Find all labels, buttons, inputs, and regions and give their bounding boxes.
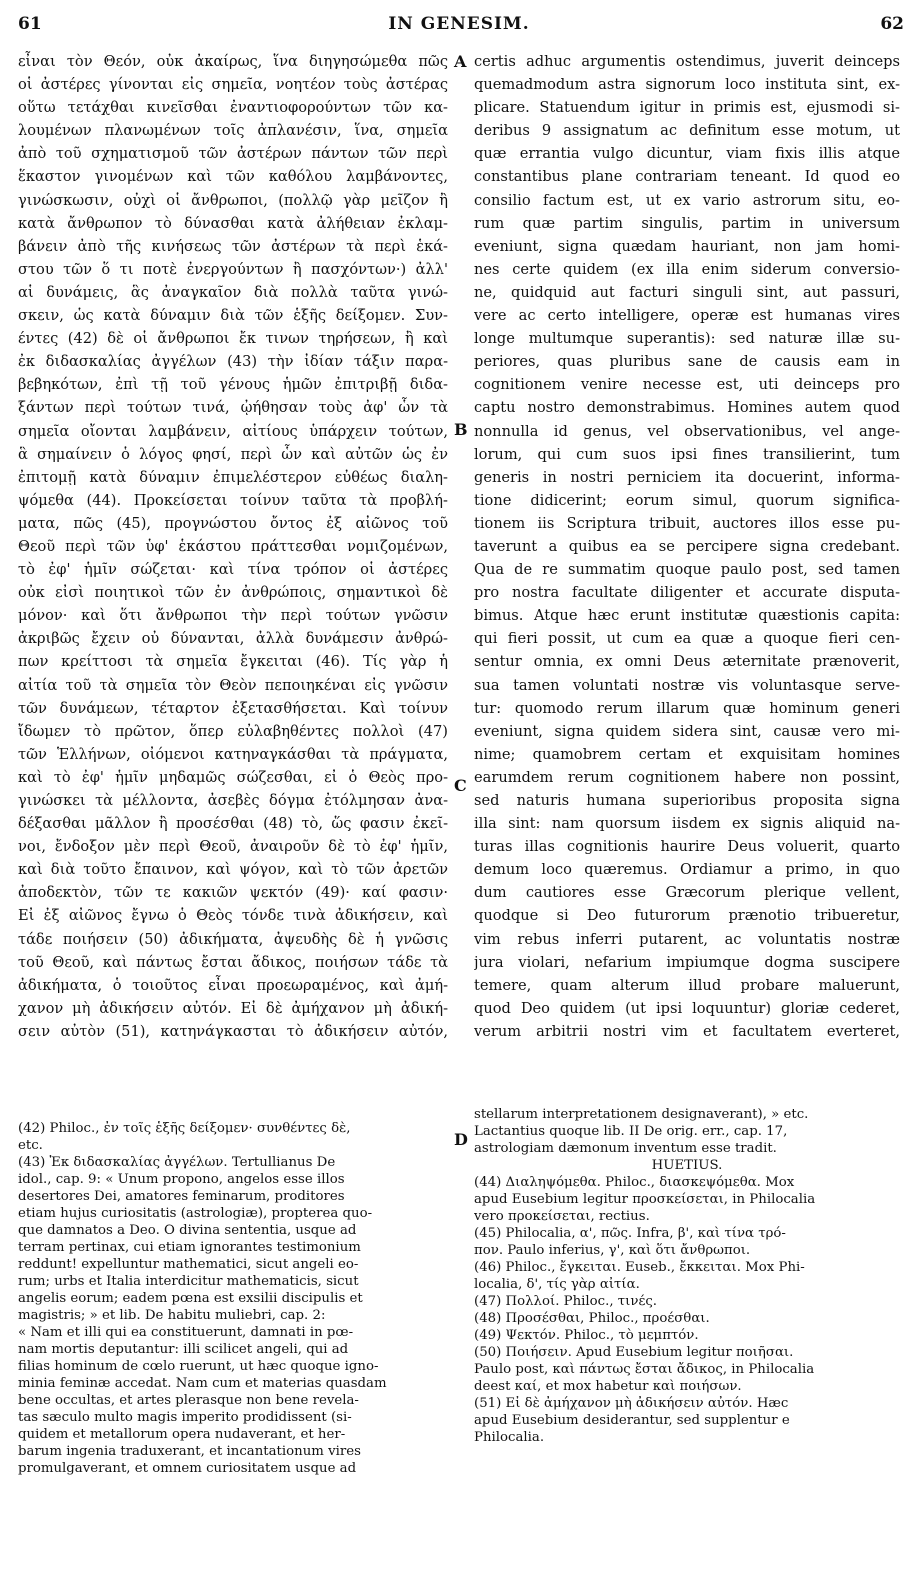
text-line: καὶ τὸ ἐφ' ἡμῖν μηδαμῶς σώζεσθαι, εἰ ὁ Θεὸς προ- (18, 768, 448, 786)
text-line: rum; urbs et Italia interdicitur mathematicis, sicut (18, 1274, 359, 1289)
text-line: Lactantius quoque lib. II De orig. err., cap. 17, (474, 1124, 788, 1139)
text-line: certis adhuc argumentis ostendimus, juverit deinceps (474, 53, 900, 70)
text-line: promulgaverant, et omnem curiositatem usque ad (18, 1461, 357, 1476)
text-line: καὶ διὰ τοῦτο ἔπαινον, καὶ ψόγον, καὶ τὸ τῶν ἀρετῶν (18, 861, 448, 879)
text-line: (49) Ψεκτόν. Philoc., τὸ μεμπτόν. (474, 1328, 699, 1343)
text-line: σημεῖα οἴονται λαμβάνειν, αἰτίους ὑπάρχειν τούτων, (18, 422, 448, 440)
text-line: ἀδικήματα, ὁ τοιοῦτος εἶναι προεωραμένος, καὶ ἀμή- (18, 976, 448, 994)
text-line: angelis eorum; eadem pœna est exsilii discipulis et (18, 1291, 363, 1306)
text-line: constantibus plane contrariam teneant. Id quod eo (474, 168, 900, 186)
text-line: vere ac certo intelligere, operæ est humanas vires (474, 307, 900, 325)
text-line: stellarum interpretationem designaverant), » etc. (474, 1107, 809, 1122)
text-line: etc. (18, 1138, 43, 1153)
text-line: que damnatos a Deo. O divina sententia, usque ad (18, 1223, 357, 1238)
text-line: (50) Ποιήσειν. Apud Eusebium legitur ποιῆσαι. (474, 1345, 794, 1360)
text-line: οἱ ἀστέρες γίνονται εἰς σημεῖα, νοητέον τοὺς ἀστέρας (18, 76, 448, 94)
text-line: vero προκείσεται, rectius. (474, 1209, 650, 1224)
text-line: τῶν δυνάμεων, τέταρτον ἐξετασθήσεται. Καὶ τοίνυν (18, 699, 448, 717)
margin-letter-d: D (454, 1130, 468, 1149)
text-line: σειν αὐτὸν (51), κατηνάγκασται τὸ ἀδικήσειν αὐτόν, (18, 1022, 448, 1040)
text-line: οὕτω τετάχθαι κινεῖσθαι ἐναντιοφορούντων τῶν κα- (18, 99, 448, 117)
text-line: ἀκριβῶς ἔχειν οὐ δύνανται, ἀλλὰ δυνάμεσιν ἀνθρώ- (18, 630, 448, 648)
text-line: (51) Εἰ δὲ ἀμήχανον μὴ ἀδικήσειν αὐτόν. Hæc (474, 1396, 789, 1411)
text-line: deest καί, et mox habetur καὶ ποιήσων. (474, 1379, 742, 1394)
text-line: οὐκ εἰσὶ ποιητικοὶ τῶν ἐν ἀνθρώποις, σημαντικοὶ δὲ (18, 584, 448, 602)
margin-letter-c: C (454, 776, 467, 795)
text-line: plicare. Statuendum igitur in primis est, ejusmodi si- (474, 99, 900, 117)
text-line: pro nostra facultate diligenter et accurate disputa- (474, 584, 900, 602)
text-line: reddunt! expelluntur mathematici, sicut angeli eo- (18, 1257, 359, 1272)
text-line: astrologiam dæmonum inventum esse tradit. (474, 1141, 777, 1156)
text-line: jura violari, nefarium impiumque dogma suscipere (474, 953, 900, 971)
text-line: generis in nostri perniciem ita docuerint, informa- (474, 468, 900, 486)
text-line: sed naturis humana superioribus proposita signa (474, 792, 900, 809)
text-line: ματα, πῶς (45), προγνώστου ὄντος ἐξ αἰῶνος τοῦ (18, 514, 448, 532)
text-line: κατὰ ἄνθρωπον τὸ δύνασθαι κατὰ ἀλήθειαν ἐκλαμ- (18, 214, 448, 232)
text-line: eveniunt, signa quædam hauriant, non jam homi- (474, 237, 900, 255)
text-line: illa sint: nam quorsum iisdem ex signis aliquid na- (474, 815, 900, 833)
text-line: « Nam et illi qui ea constituerunt, damnati in pœ- (18, 1325, 354, 1340)
text-line: localia, δ', τίς γὰρ αἰτία. (474, 1277, 640, 1292)
text-line: quæ errantia vulgo dicuntur, viam fixis illis atque (474, 145, 900, 163)
text-line: minia feminæ accedat. Nam cum et materias quasdam (18, 1376, 387, 1391)
text-line: taverunt a quibus ea se percipere signa credebant. (474, 537, 900, 555)
text-line: τοῦ Θεοῦ, καὶ πάντως ἔσται ἄδικος, ποιήσων τάδε τὰ (18, 953, 448, 971)
text-line: ξάντων περὶ τούτων τινά, ᾠήθησαν τοὺς ἀφ' ὧν τὰ (18, 399, 448, 417)
margin-letter-b: B (454, 420, 468, 439)
footnotes-right (474, 1106, 900, 1446)
text-line: nonnulla id genus, vel observationibus, vel ange- (474, 422, 900, 440)
text-line: demum loco quæremus. Ordiamur a primo, in quo (474, 861, 900, 879)
text-line: πων κρείττοσι τὰ σημεῖα ἔγκειται (46). Τίς γὰρ ἡ (18, 653, 448, 671)
text-line: έντες (42) δὲ οἱ ἄνθρωποι ἔκ τινων τηρήσεων, ἢ καὶ (18, 330, 448, 348)
text-line: Θεοῦ περὶ τῶν ὑφ' ἑκάστου πράττεσθαι νομιζομένων, (18, 537, 448, 555)
text-line: ἕκαστον γινομένων καὶ τῶν καθόλου λαμβάνοντες, (18, 168, 448, 186)
text-line: bimus. Atque hæc erunt institutæ quæstionis capita: (474, 607, 900, 625)
text-line: μόνον· καὶ ὅτι ἄνθρωποι τὴν περὶ τούτων γνῶσιν (18, 607, 448, 625)
text-line: λουμένων πλανωμένων τοῖς ἀπλανέσιν, ἵνα, σημεῖα (18, 122, 448, 140)
text-line: quod Deo quidem (ut ipsi loquuntur) gloriæ cederet, (474, 999, 900, 1017)
text-line: γινώσκωσιν, οὐχὶ οἱ ἄνθρωποι, (πολλῷ γὰρ μεῖζον ἢ (18, 191, 448, 209)
text-line: rum quæ partim singulis, partim in universum (474, 214, 900, 232)
text-line: (47) Πολλοί. Philoc., τινές. (474, 1294, 658, 1309)
text-line: εἶναι τὸν Θεόν, οὐκ ἀκαίρως, ἵνα διηγησώμεθα πῶς (18, 53, 448, 70)
text-line: barum ingenia traduxerant, et incantationum vires (18, 1444, 361, 1459)
text-line: τῶν Ἑλλήνων, οἰόμενοι κατηναγκάσθαι τὰ πράγματα, (18, 745, 448, 763)
text-line: (46) Philoc., ἔγκειται. Euseb., ἔκκειται. Mox Phi- (474, 1260, 805, 1275)
text-line: lorum, qui cum suos ipsi fines transilierint, tum (474, 445, 900, 463)
text-line: consilio factum est, ut ex vario astrorum situ, eo- (474, 191, 900, 209)
text-line: etiam hujus curiositatis (astrologiæ), propterea quo- (18, 1206, 373, 1221)
text-line: Philocalia. (474, 1430, 545, 1445)
text-line: tur: quomodo rerum illarum quæ hominum generi (474, 699, 900, 717)
text-line: nam mortis deputantur: illi scilicet angeli, qui ad (18, 1342, 349, 1357)
text-line: σκειν, ὡς κατὰ δύναμιν διὰ τῶν ἑξῆς δείξομεν. Συν- (18, 307, 448, 325)
text-line: ἀποδεκτὸν, τῶν τε κακιῶν ψεκτόν (49)· καί φασιν· (18, 884, 448, 902)
text-line: tionem iis Scriptura tribuit, auctores illos esse pu- (474, 514, 900, 532)
text-line: terram pertinax, cui etiam ignorantes testimonium (18, 1240, 361, 1255)
text-line: HUETIUS. (651, 1158, 723, 1173)
text-line: ἐκ διδασκαλίας ἀγγέλων (43) τὴν ἰδίαν τάξιν παρα- (18, 353, 448, 371)
text-line: ἴδωμεν τὸ πρῶτον, ὅπερ εὐλαβηθέντες πολλοὶ (47) (18, 722, 448, 740)
text-line: ἐπιτομῇ κατὰ δύναμιν ἐπιμελέστερον εὐθέως διαλη- (18, 468, 448, 486)
text-line: τάδε ποιήσειν (50) ἀδικήματα, ἀψευδὴς δὲ ἡ γνῶσις (18, 930, 448, 948)
text-line: captu nostro demonstrabimus. Homines autem quod (474, 399, 900, 417)
text-line: deribus 9 assignatum ac definitum esse motum, ut (474, 122, 900, 140)
text-line: quidem et metallorum opera nudaverant, et her- (18, 1427, 346, 1442)
text-line: vim rebus inferri putarent, ac voluntatis nostræ (474, 930, 900, 948)
text-line: longe multumque superantis): sed naturæ illæ su- (474, 330, 900, 348)
footnotes-left (18, 1120, 448, 1477)
latin-text-column (474, 50, 900, 1043)
text-line: τὸ ἐφ' ἡμῖν σώζεται· καὶ τίνα τρόπον οἱ ἀστέρες (18, 561, 448, 579)
greek-text-column (18, 50, 448, 1043)
text-line: ἃ σημαίνειν ὁ λόγος φησί, περὶ ὧν καὶ αὐτῶν ὡς ἐν (18, 445, 448, 463)
text-line: ne, quidquid aut facturi singuli sint, aut passuri, (474, 283, 900, 301)
text-line: (42) Philoc., ἐν τοῖς ἑξῆς δείξομεν· συνθέντες δὲ, (18, 1121, 351, 1136)
text-line: Paulo post, καὶ πάντως ἔσται ἄδικος, in Philocalia (474, 1362, 815, 1377)
right-page-number: 62 (880, 14, 904, 34)
text-line: δέξασθαι μᾶλλον ἢ προσέσθαι (48) τὸ, ὥς φασιν ἐκεῖ- (18, 815, 448, 833)
text-line: cognitionem venire necesse est, uti deinceps pro (474, 376, 900, 394)
text-line: (44) Διαληψόμεθα. Philoc., διασκεψόμεθα. Mox (474, 1175, 795, 1190)
text-line: Εἰ ἐξ αἰῶνος ἔγνω ὁ Θεὸς τόνδε τινὰ ἀδικήσειν, καὶ (18, 907, 448, 925)
text-line: nes certe quidem (ex illa enim siderum conversio- (474, 260, 900, 278)
text-line: eveniunt, signa quidem sidera sint, causæ vero mi- (474, 722, 900, 740)
text-line: periores, quas pluribus sane de causis eam in (474, 353, 900, 371)
text-line: αἱ δυνάμεις, ἃς ἀναγκαῖον διὰ πολλὰ ταῦτα γινώ- (18, 283, 448, 301)
text-line: νοι, ἔνδοξον μὲν περὶ Θεοῦ, ἀναιροῦν δὲ τὸ ἐφ' ἡμῖν, (18, 838, 448, 856)
text-line: (48) Προσέσθαι, Philoc., προέσθαι. (474, 1311, 710, 1326)
text-line: quemadmodum astra signorum loco instituta sint, ex- (474, 76, 900, 94)
text-line: idol., cap. 9: « Unum propono, angelos esse illos (18, 1172, 345, 1187)
text-line: desertores Dei, amatores feminarum, proditores (18, 1189, 345, 1204)
text-line: (43) Ἐκ διδασκαλίας ἀγγέλων. Tertullianus De (18, 1155, 336, 1170)
text-line: tione didicerint; eorum simul, quorum significa- (474, 491, 900, 509)
text-line: tas sæculo multo magis imperito prodidissent (si- (18, 1410, 352, 1425)
text-line: temere, quam alterum illud probare maluerunt, (474, 976, 900, 994)
text-line: (45) Philocalia, α', πῶς. Infra, β', καὶ τίνα τρό- (474, 1226, 786, 1241)
text-line: Qua de re summatim quoque paulo post, sed tamen (474, 561, 900, 579)
left-page-number: 61 (18, 14, 42, 34)
text-line: πον. Paulo inferius, γ', καὶ ὅτι ἄνθρωποι. (474, 1243, 751, 1258)
page-header (0, 0, 918, 40)
text-line: earumdem rerum cognitionem habere non possint, (474, 768, 900, 786)
text-line: ψόμεθα (44). Προκείσεται τοίνυν ταῦτα τὰ προβλή- (18, 491, 448, 509)
text-line: βεβηκότων, ἐπὶ τῇ τοῦ γένους ἡμῶν ἐπιτριβῇ διδα- (18, 376, 448, 394)
text-line: turas illas cognitionis haurire Deus voluerit, quarto (474, 838, 900, 856)
text-line: quodque si Deo futurorum prænotio tribueretur, (474, 907, 900, 925)
text-line: magistris; » et lib. De habitu muliebri, cap. 2: (18, 1308, 326, 1323)
text-line: dum cautiores esse Græcorum plerique vellent, (474, 884, 900, 902)
text-line: βάνειν ἀπὸ τῆς κινήσεως τῶν ἀστέρων τὰ περὶ ἑκά- (18, 237, 448, 255)
running-title: IN GENESIM. (388, 14, 530, 34)
text-line: nime; quamobrem certam et exquisitam homines (474, 745, 900, 763)
text-line: sentur omnia, ex omni Deus æternitate prænoverit, (474, 653, 900, 671)
margin-letter-a: A (454, 52, 467, 71)
text-line: filias hominum de cœlo ruerunt, ut hæc quoque igno- (18, 1359, 379, 1374)
text-line: bene occultas, et artes plerasque non bene revela- (18, 1393, 359, 1408)
text-line: χανον μὴ ἀδικήσειν αὐτόν. Εἰ δὲ ἀμήχανον μὴ ἀδική- (18, 999, 448, 1017)
text-line: apud Eusebium desiderantur, sed supplentur e (474, 1413, 790, 1428)
text-line: αἰτία τοῦ τὰ σημεῖα τὸν Θεὸν πεποιηκέναι εἰς γνῶσιν (18, 676, 448, 694)
text-line: qui fieri possit, ut cum ea quæ a quoque fieri cen- (474, 630, 900, 648)
text-line: verum arbitrii nostri vim et facultatem everteret, (474, 1022, 900, 1040)
text-line: sua tamen voluntati nostræ vis voluntasque serve- (474, 676, 900, 694)
text-line: ἀπὸ τοῦ σχηματισμοῦ τῶν ἀστέρων πάντων τῶν περὶ (18, 145, 448, 163)
text-line: στου τῶν ὅ τι ποτὲ ἐνεργούντων ἢ πασχόντων·) ἀλλ' (18, 260, 448, 278)
text-line: apud Eusebium legitur προσκείσεται, in Philocalia (474, 1192, 816, 1207)
text-line: γινώσκει τὰ μέλλοντα, ἀσεβὲς δόγμα ἐτόλμησαν ἀνα- (18, 792, 448, 809)
